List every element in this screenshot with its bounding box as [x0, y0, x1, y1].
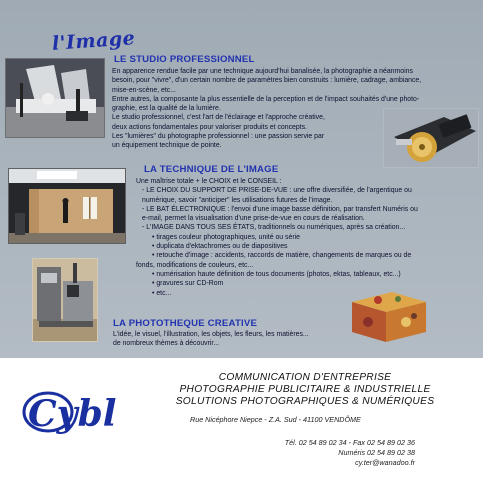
studio-line: mise-en-scène, etc... — [112, 86, 176, 94]
section-title-technique: LA TECHNIQUE DE L'IMAGE — [144, 164, 279, 175]
studio-photo-art — [6, 59, 105, 138]
studio-line: un équipement technique de pointe. — [112, 142, 222, 150]
phototheque-text — [113, 330, 309, 349]
section-title-phototheque: LA PHOTOTHEQUE CREATIVE — [113, 318, 258, 329]
company-line: SOLUTIONS PHOTOGRAPHIQUES & NUMÉRIQUES — [175, 395, 435, 407]
contact-tel: Tél. 02 54 89 02 34 - Fax 02 54 89 02 36 — [284, 438, 415, 447]
company-contact — [215, 438, 415, 469]
studio-line: besoin, pour "vivre", d'un certain nombre de paramètres bien construits : lumière, cadrage, ambiance, — [112, 77, 422, 85]
technique-bullet: • numérisation haute définition de tous documents (photos, ektas, tableaux, etc...) — [152, 270, 401, 278]
company-taglines — [130, 372, 480, 407]
technique-line: e-mail, permet la visualisation d'une prise-de-vue en cours de réalisation. — [142, 215, 365, 223]
studio-line: En apparence rendue facile par une technique aujourd'hui banalisée, la photographie a néanmoins — [112, 68, 413, 75]
technique-line: - LE CHOIX DU SUPPORT DE PRISE-DE-VUE : une offre diversifiée, de l'argentique ou — [142, 187, 412, 195]
camera-photo-art — [384, 109, 479, 168]
technique-line: Une maîtrise totale + le CHOIX et le CONSEIL : — [136, 178, 282, 185]
studio-line: graphie, est la qualité de la lumière. — [112, 105, 221, 113]
equipment-photo — [32, 258, 98, 342]
technique-bullet: • etc... — [152, 289, 172, 297]
phototheque-line: de nombreux thèmes à découvrir... — [113, 340, 220, 348]
cybl-logo-art — [18, 388, 130, 436]
camera-photo — [383, 108, 479, 168]
technique-bullet: • retouche d'image : accidents, raccords de matière, changements de marques ou de — [152, 252, 412, 260]
phototheque-line: L'idée, le visuel, l'illustration, les objets, les fleurs, les matières... — [113, 331, 309, 338]
technique-line: - L'IMAGE DANS TOUS SES ÉTATS, traditionnels ou numériques, après sa création... — [142, 224, 406, 232]
company-address: Rue Nicéphore Niepce - Z.A. Sud - 41100 VENDÔME — [190, 415, 361, 424]
company-line: PHOTOGRAPHIE PUBLICITAIRE & INDUSTRIELLE — [179, 383, 431, 395]
technique-bullet: • gravures sur CD-Rom — [152, 280, 224, 288]
brand-title: l'Image — [51, 27, 136, 55]
technique-bullet: • tirages couleur photographiques, unité ou série — [152, 233, 300, 241]
technique-line: numérique, savoir "anticiper" les utilisations futures de l'image. — [142, 196, 333, 204]
studio-line: Le studio professionnel, c'est l'art de l'éclairage et l'approche créative, — [112, 114, 325, 122]
contact-numeris: Numéris 02 54 89 02 38 — [338, 448, 415, 458]
set-photo-art — [9, 169, 126, 244]
technique-text — [136, 177, 418, 298]
set-photo — [8, 168, 126, 244]
contact-email: cy.ter@wanadoo.fr — [355, 458, 415, 468]
technique-bullet: fonds, modifications de couleurs, etc... — [136, 261, 254, 269]
studio-photo — [5, 58, 105, 138]
equipment-photo-art — [33, 259, 98, 342]
company-line: COMMUNICATION D'ENTREPRISE — [218, 372, 392, 383]
logo-text: Cybl — [28, 393, 117, 435]
box-photo — [348, 288, 428, 344]
studio-line: deux actions fondamentales pour valoriser produits et concepts. — [112, 123, 307, 131]
studio-text — [112, 67, 421, 151]
technique-line: - LE BAT ÉLECTRONIQUE : l'envoi d'une image basse définition, par transfert Numéris ou — [142, 205, 418, 213]
cybl-logo — [18, 388, 130, 436]
section-title-studio: LE STUDIO PROFESSIONNEL — [114, 54, 255, 65]
studio-line: Les "lumières" du photographe professionnel : une passion servie par — [112, 133, 325, 141]
technique-bullet: • duplicata d'ektachromes ou de diapositives — [152, 243, 288, 251]
studio-line: Entre autres, la composante la plus essentielle de la perception et de l'impact souhaités d'une photo- — [112, 95, 420, 103]
box-photo-art — [348, 288, 428, 344]
